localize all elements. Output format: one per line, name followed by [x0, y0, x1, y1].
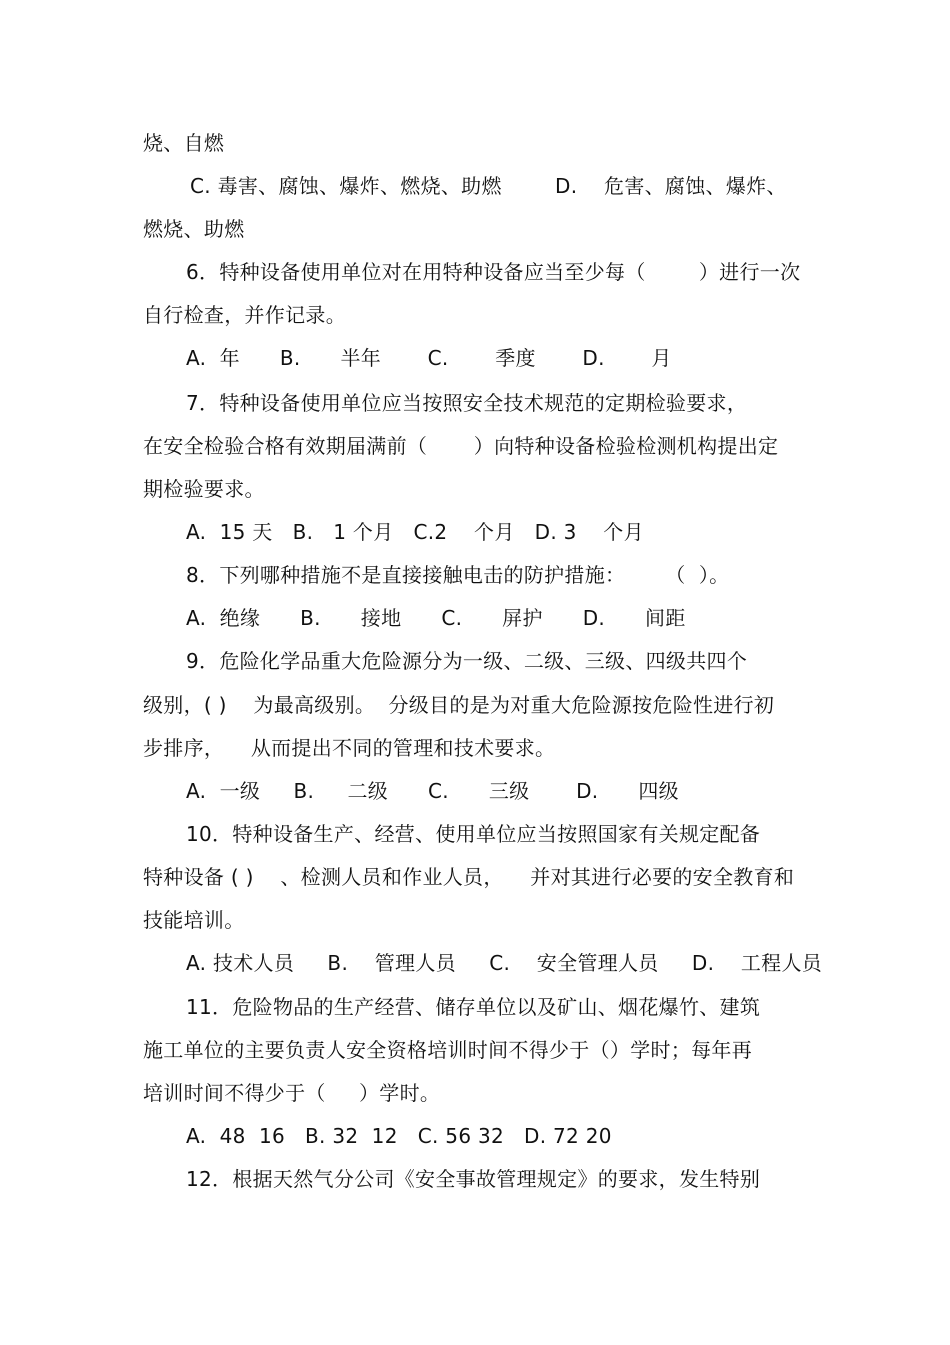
text-line: 自行检查，并作记录。: [143, 303, 346, 327]
text-line: 6．特种设备使用单位对在用特种设备应当至少每（ ）进行一次: [186, 260, 801, 284]
text-line: A. 绝缘 B. 接地 C. 屏护 D. 间距: [186, 606, 686, 630]
text-line: 8．下列哪种措施不是直接接触电击的防护措施： （ ）。: [186, 563, 730, 587]
text-line: A. 一级 B. 二级 C. 三级 D. 四级: [186, 779, 679, 803]
text-line: 特种设备 ( ) 、检测人员和作业人员， 并对其进行必要的安全教育和: [143, 865, 795, 889]
text-line: 施工单位的主要负责人安全资格培训时间不得少于（）学时；每年再: [143, 1038, 752, 1062]
text-line: 9．危险化学品重大危险源分为一级、二级、三级、四级共四个: [186, 649, 748, 673]
text-line: A. 48 16 B. 32 12 C. 56 32 D. 72 20: [186, 1124, 612, 1148]
text-line: 在安全检验合格有效期届满前（ ）向特种设备检验检测机构提出定: [143, 434, 779, 458]
text-line: 级别，( ) 为最高级别。 分级目的是为对重大危险源按危险性进行初: [143, 693, 775, 717]
text-line: A. 15 天 B. 1 个月 C.2 个月 D. 3 个月: [186, 520, 644, 544]
text-line: 培训时间不得少于（ ）学时。: [143, 1081, 441, 1105]
text-line: C. 毒害、腐蚀、爆炸、燃烧、助燃 D. 危害、腐蚀、爆炸、: [190, 174, 787, 198]
text-line: 10．特种设备生产、经营、使用单位应当按照国家有关规定配备: [186, 822, 761, 846]
text-line: 12．根据天然气分公司《安全事故管理规定》的要求，发生特别: [186, 1167, 761, 1191]
text-line: 技能培训。: [143, 908, 245, 932]
text-line: 11．危险物品的生产经营、储存单位以及矿山、烟花爆竹、建筑: [186, 995, 761, 1019]
text-line: A. 技术人员 B. 管理人员 C. 安全管理人员 D. 工程人员: [186, 951, 823, 975]
text-line: 燃烧、助燃: [143, 217, 245, 241]
text-line: 烧、自燃: [143, 131, 225, 155]
text-line: 步排序， 从而提出不同的管理和技术要求。: [143, 736, 556, 760]
text-line: 期检验要求。: [143, 477, 265, 501]
text-line: A. 年 B. 半年 C. 季度 D. 月: [186, 346, 672, 370]
text-line: 7．特种设备使用单位应当按照安全技术规范的定期检验要求，: [186, 391, 748, 415]
